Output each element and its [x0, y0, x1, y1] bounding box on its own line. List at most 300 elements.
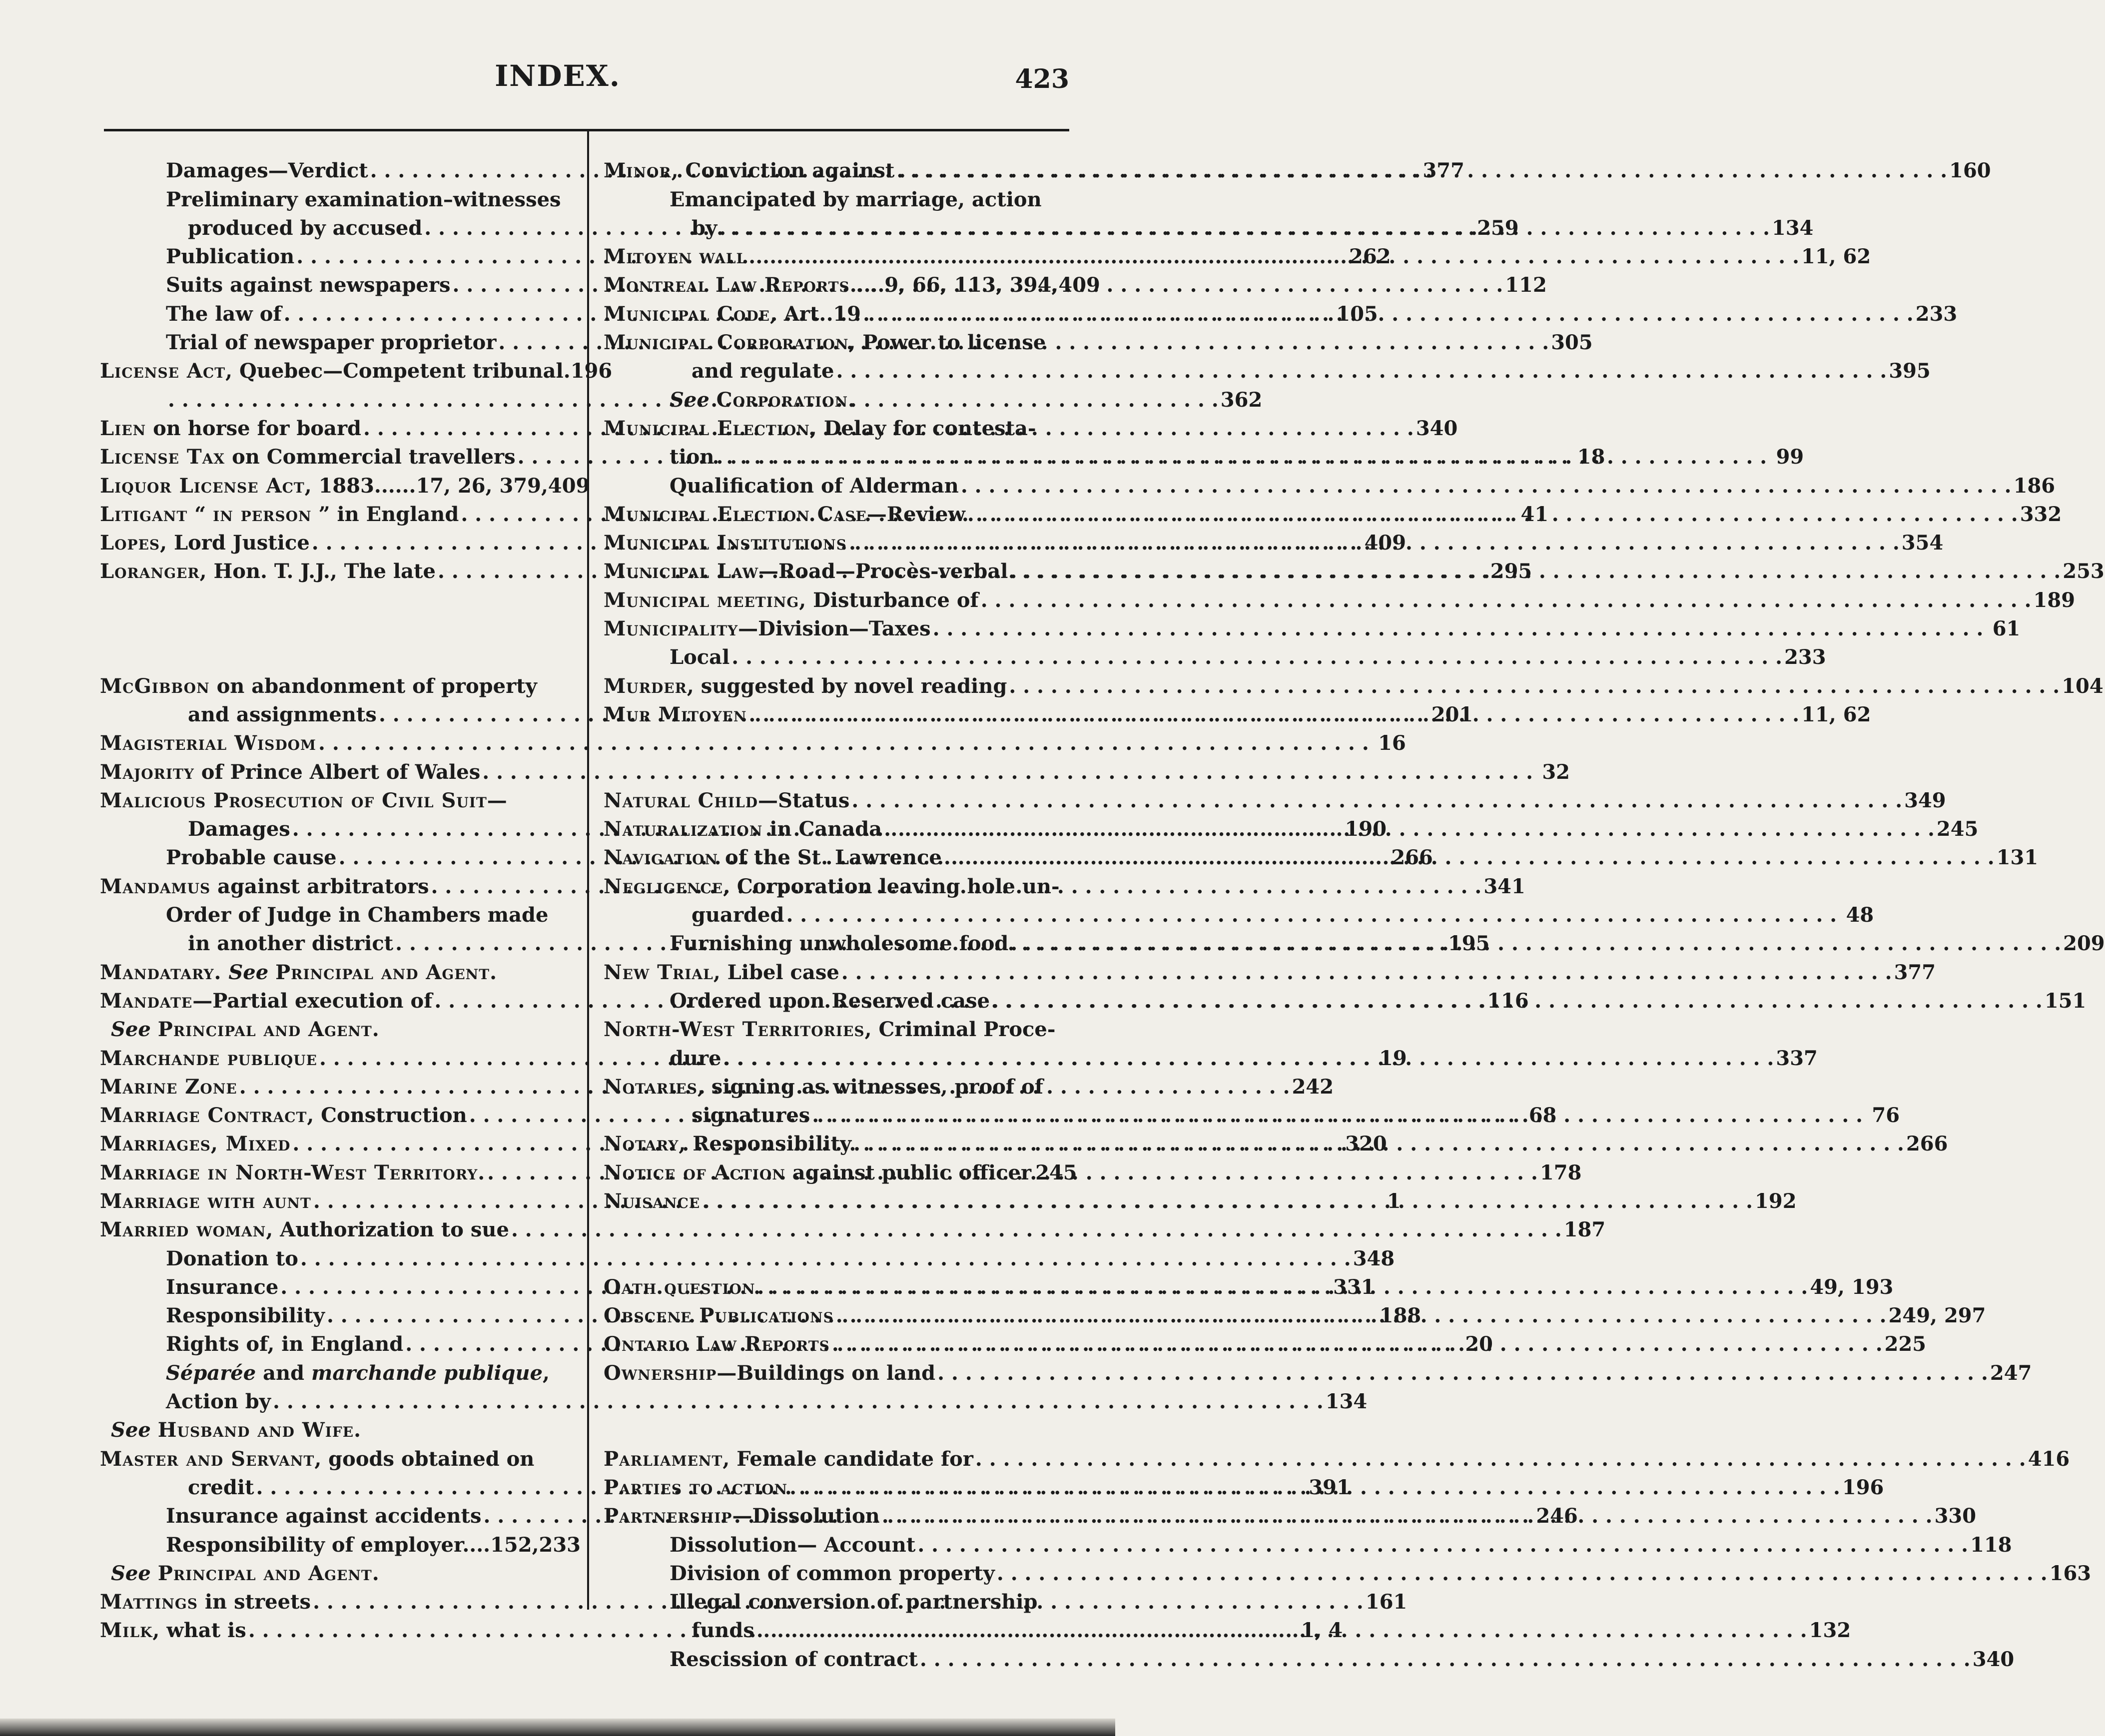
entry-text — [100, 676, 537, 696]
entry-heading: Mur Mitoyen — [604, 702, 747, 726]
page-title: INDEX. — [495, 59, 621, 93]
entry-text — [166, 333, 496, 353]
entry-heading: Principal and Agent. — [157, 1018, 380, 1042]
entry-text — [166, 848, 337, 868]
entry-phrase: , — [543, 1361, 550, 1385]
entry-page-number: 349 — [1904, 788, 1946, 812]
entry-gap — [100, 639, 575, 667]
entry-page-number: 118 — [1970, 1533, 2012, 1557]
entry-text — [604, 304, 861, 324]
dot-leader — [851, 791, 1902, 811]
entry-phrase: Donation to — [166, 1246, 298, 1270]
entry-phrase: and regulate — [692, 359, 834, 383]
entry-phrase: Suits against newspapers — [166, 273, 451, 297]
index-entry — [100, 1412, 575, 1440]
entry-gap — [604, 1383, 1073, 1412]
entry-page-number: 1, 4 — [1301, 1619, 1343, 1643]
dot-leader — [812, 1106, 1863, 1126]
entry-phrase: against public officer — [785, 1160, 1032, 1184]
entry-page-number: 377 — [1422, 159, 1464, 183]
entry-phrase: Division of common property — [670, 1561, 995, 1585]
dot-leader — [786, 905, 1837, 925]
entry-phrase: —Buildings on land — [716, 1361, 936, 1385]
entry-text — [604, 1449, 973, 1469]
entry-heading: Principal and Agent. — [157, 1561, 380, 1585]
entry-phrase: in Canada — [762, 817, 882, 841]
entry-gap — [604, 725, 1073, 753]
entry-phrase: Emancipated by marriage, action — [670, 187, 1042, 211]
index-entry — [604, 581, 2076, 612]
entry-page-number: 259 — [1477, 216, 1519, 240]
entry-heading: Minor — [604, 159, 672, 183]
entry-text — [166, 1535, 539, 1555]
entry-gap — [604, 1240, 1073, 1268]
entry-text — [100, 447, 516, 467]
dot-leader — [836, 361, 1887, 381]
entry-heading: Municipal Law — [604, 560, 759, 583]
entry-text — [604, 874, 1060, 898]
entry-page-number: 266 — [1391, 846, 1433, 870]
page-number: 423 — [1015, 64, 1069, 94]
dot-leader — [716, 447, 1767, 467]
dot-leader — [702, 1191, 1753, 1211]
entry-phrase: Qualification of Alderman — [670, 474, 959, 498]
entry-page-number: 190 — [1345, 817, 1387, 841]
entry-text — [166, 1306, 325, 1326]
dot-leader — [853, 1134, 1904, 1154]
entry-text — [604, 1191, 700, 1211]
entry-page-number: 1 — [1387, 1189, 1401, 1213]
dot-leader — [997, 1564, 2048, 1584]
entry-page-number: 340 — [1972, 1647, 2015, 1671]
entry-text — [670, 1592, 1037, 1612]
entry-text — [604, 960, 839, 984]
entry-text — [604, 619, 931, 639]
entry-text — [100, 788, 508, 812]
index-entry — [604, 868, 1073, 896]
entry-text — [100, 502, 459, 526]
entry-phrase: Damages — [188, 817, 290, 841]
entry-heading: McGibbon — [100, 674, 210, 698]
entry-page-number: 163 — [2049, 1561, 2092, 1585]
entry-page-number: 331 — [1333, 1275, 1375, 1299]
entry-page-number: 354 — [1901, 531, 1944, 555]
dot-leader — [841, 963, 1892, 983]
entry-text — [166, 304, 282, 324]
entry-heading: Corporation. — [716, 388, 855, 412]
index-entry — [604, 667, 2104, 698]
entry-phrase: in streets — [197, 1590, 311, 1614]
entry-phrase: , Quebec—Competent tribunal. — [225, 359, 571, 383]
entry-page-number: 116 — [1487, 989, 1529, 1013]
entry-page-number: 320 — [1345, 1132, 1387, 1156]
index-entry — [604, 410, 1073, 439]
entry-text — [604, 1077, 1043, 1097]
entry-heading: in person — [213, 502, 312, 526]
entry-italic: Séparée — [166, 1361, 256, 1385]
entry-text — [604, 161, 894, 181]
entry-text — [604, 1020, 1055, 1040]
entry-page-number: 49, 193 — [1810, 1275, 1894, 1299]
index-entry — [604, 1069, 1073, 1097]
entry-heading: Ontario Law Reports — [604, 1332, 830, 1356]
index-entry — [604, 1440, 2070, 1471]
entry-heading: Montreal Law Reports — [604, 273, 850, 297]
entry-heading: Majority — [100, 760, 194, 784]
entry-text — [100, 762, 480, 782]
entry-text — [111, 1561, 380, 1585]
entry-page-number: 253 — [2063, 560, 2105, 583]
entry-heading: Negligence — [604, 874, 723, 898]
entry-phrase: Order of Judge in Chambers made — [166, 903, 549, 927]
entry-page-number: 330 — [1934, 1504, 1977, 1528]
index-entry — [100, 210, 1519, 240]
entry-phrase: , Female candidate for — [722, 1447, 973, 1471]
entry-text — [100, 1134, 290, 1154]
entry-phrase: signatures — [692, 1104, 810, 1128]
dot-leader — [882, 1506, 1933, 1526]
entry-gap — [100, 610, 575, 639]
entry-heading: Natural Child — [604, 788, 758, 812]
entry-text — [604, 1475, 788, 1499]
entry-heading: Partnership — [604, 1504, 732, 1528]
entry-heading: Mandate — [100, 989, 193, 1013]
entry-phrase — [268, 961, 275, 984]
entry-page-number: 19 — [1379, 1046, 1407, 1070]
entry-phrase: —Review — [866, 502, 965, 526]
dot-leader — [884, 819, 1935, 839]
dot-leader — [1010, 562, 2061, 581]
index-entry — [604, 1584, 1073, 1612]
dot-leader — [719, 218, 1770, 238]
entry-page-number: 340 — [1415, 416, 1458, 440]
entry-page-number: 201 — [1431, 702, 1473, 726]
entry-italic: See — [111, 1418, 151, 1442]
entry-text — [604, 1506, 880, 1526]
entry-text — [100, 733, 316, 753]
entry-page-number: 266 — [1906, 1132, 1948, 1156]
entry-heading: Oath question — [604, 1275, 755, 1299]
index-entry — [604, 181, 1073, 209]
entry-page-number: 32 — [1542, 760, 1570, 784]
entry-heading: Mattings — [100, 1590, 198, 1614]
dot-leader — [975, 1449, 2026, 1469]
entry-page-number: 151 — [2044, 989, 2087, 1013]
header-rule — [104, 129, 1069, 131]
entry-text — [166, 1334, 403, 1354]
entry-text — [604, 1277, 755, 1297]
entry-heading: Municipality — [604, 617, 738, 641]
entry-heading: Marriage with aunt — [100, 1189, 311, 1213]
entry-heading: Parliament — [604, 1447, 723, 1471]
entry-heading: Parties to action — [604, 1475, 788, 1499]
entry-heading: Lien — [100, 416, 146, 440]
dot-leader — [723, 1046, 1774, 1070]
entry-phrase: Insurance against accidents — [166, 1504, 482, 1528]
entry-phrase: Dissolution— Account — [670, 1533, 916, 1557]
entry-text — [100, 1621, 246, 1641]
entry-phrase: Insurance — [166, 1275, 279, 1299]
index-entry — [604, 324, 1073, 353]
entry-phrase — [151, 1018, 158, 1041]
entry-page-number: 48 — [1846, 903, 1874, 927]
dot-leader — [1010, 934, 2061, 954]
entry-page-number: 196 — [570, 359, 613, 383]
entry-heading: Nuisance — [604, 1189, 701, 1213]
entry-phrase: , Delay for contesta- — [809, 416, 1036, 440]
entry-phrase: Probable cause — [166, 846, 337, 870]
entry-page-number: 134 — [1325, 1390, 1368, 1414]
entry-page-number: 11, 62 — [1801, 245, 1871, 269]
entry-phrase: .....9, 66, 113, 394, — [849, 273, 1059, 297]
entry-phrase: , Lord Justice — [160, 531, 310, 555]
entry-phrase: Local — [670, 645, 730, 669]
entry-text — [604, 533, 847, 553]
page-edge-shadow — [0, 1719, 1115, 1736]
entry-text — [100, 1592, 311, 1612]
entry-page-number: 245 — [1035, 1160, 1077, 1184]
entry-text — [670, 390, 855, 410]
entry-text — [100, 960, 498, 984]
dot-leader — [896, 161, 1947, 181]
entry-heading: Marchande publique — [100, 1046, 317, 1070]
entry-phrase: and — [256, 1361, 312, 1385]
entry-text — [604, 275, 1058, 295]
entry-phrase: of Prince Albert of Wales — [194, 760, 481, 784]
entry-phrase: Illegal conversion of partnership — [670, 1590, 1038, 1614]
entry-page-number: 195 — [1447, 932, 1490, 956]
entry-text — [111, 1020, 380, 1040]
index-entry — [100, 782, 575, 811]
entry-page-number: 196 — [1842, 1475, 1884, 1499]
entry-page-number: 295 — [1490, 560, 1532, 583]
entry-text — [670, 1561, 995, 1585]
entry-phrase: , Disturbance of — [799, 588, 979, 612]
entry-phrase: Preliminary examination–witnesses — [166, 187, 561, 211]
entry-page-number: 337 — [1776, 1046, 1818, 1070]
entry-text — [604, 1306, 834, 1326]
entry-page-number: 11, 62 — [1801, 702, 1871, 726]
dot-leader — [757, 1277, 1808, 1297]
entry-text — [604, 702, 747, 726]
entry-phrase: guarded — [692, 903, 784, 927]
entry-phrase: of the St. Lawrence — [718, 846, 942, 870]
entry-heading: Mitoyen wall — [604, 245, 747, 269]
entry-page-number: 262 — [1349, 245, 1391, 269]
index-entry — [100, 753, 1570, 784]
index-entry — [100, 1383, 1368, 1414]
entry-page-number: 161 — [1365, 1590, 1407, 1614]
entry-gap — [604, 753, 1073, 782]
entry-text — [100, 562, 436, 581]
entry-page-number: 416 — [2028, 1447, 2070, 1471]
entry-heading: Notary — [604, 1132, 679, 1156]
entry-phrase: , Power to license — [848, 331, 1046, 355]
index-entry — [604, 1183, 1797, 1213]
entry-page-number: 68 — [1528, 1104, 1557, 1128]
entry-page-number: 160 — [1949, 159, 1991, 183]
entry-page-number: 233 — [539, 1533, 581, 1557]
entry-phrase — [151, 1562, 158, 1585]
entry-page-number: 233 — [1784, 645, 1826, 669]
entry-page-number: 409 — [1058, 273, 1100, 297]
entry-text — [604, 333, 1046, 353]
entry-page-number: 377 — [1894, 960, 1936, 984]
entry-page-number: 225 — [1884, 1332, 1927, 1356]
entry-phrase: , Conviction against — [671, 159, 895, 183]
entry-phrase: tion — [670, 445, 714, 469]
entry-heading: Malicious Prosecution of Civil Suit— — [100, 788, 508, 812]
index-entry — [604, 897, 1874, 927]
entry-page-number: 76 — [1872, 1104, 1900, 1128]
entry-text — [100, 1077, 237, 1097]
entry-page-number: 187 — [1563, 1218, 1606, 1242]
entry-text — [166, 275, 450, 295]
dot-leader — [933, 619, 1984, 639]
entry-page-number: 192 — [1755, 1189, 1797, 1213]
entry-heading: Husband and Wife. — [157, 1418, 362, 1442]
entry-page-number: 99 — [1776, 445, 1804, 469]
entry-heading: Navigation — [604, 846, 718, 870]
entry-phrase: , goods obtained on — [314, 1447, 535, 1471]
entry-phrase: —Division—Taxes — [738, 617, 931, 641]
entry-text — [188, 1475, 254, 1499]
index-entry — [604, 353, 1931, 383]
entry-page-number: 242 — [1292, 1075, 1334, 1099]
entry-text — [100, 476, 548, 496]
entry-heading: Mandamus — [100, 874, 211, 898]
entry-gap — [604, 1211, 1073, 1240]
index-entry — [100, 1555, 575, 1584]
index-entry — [100, 1354, 575, 1383]
entry-text — [670, 934, 1008, 954]
entry-heading: Municipal Election Case — [604, 502, 867, 526]
entry-heading: Marriage Contract — [100, 1104, 307, 1128]
entry-page-number: 247 — [1990, 1361, 2032, 1385]
index-entry — [100, 1011, 575, 1040]
entry-text — [166, 1392, 271, 1412]
entry-heading: Liquor License Act — [100, 474, 305, 498]
entry-phrase: , Art. 19 — [769, 302, 861, 326]
index-entry — [604, 610, 2021, 641]
index-entry — [604, 1641, 2015, 1671]
dot-leader — [748, 247, 1799, 267]
dot-leader — [981, 590, 2032, 610]
entry-heading: Naturalization — [604, 817, 763, 841]
entry-page-number: 189 — [2033, 588, 2076, 612]
entry-phrase: on horse for board — [146, 416, 362, 440]
entry-phrase: Ordered upon Reserved case — [670, 989, 990, 1013]
entry-text — [604, 1363, 935, 1383]
dot-leader — [849, 533, 1900, 553]
entry-text — [604, 502, 965, 526]
entry-page-number: 134 — [1772, 216, 1814, 240]
index-entry — [100, 1211, 1606, 1242]
dot-leader — [920, 1650, 1971, 1670]
index-entry — [604, 1555, 2092, 1585]
entry-text — [166, 1506, 482, 1526]
entry-phrase: , 1883......17, 26, 379, — [304, 474, 548, 498]
entry-phrase: The law of — [166, 302, 282, 326]
entry-text — [188, 702, 377, 726]
entry-page-number: 41 — [1520, 502, 1549, 526]
index-entry — [100, 1526, 581, 1557]
entry-text — [670, 1046, 721, 1070]
entry-text — [166, 1246, 298, 1270]
entry-text — [100, 1046, 317, 1070]
entry-text — [604, 819, 882, 839]
entry-page-number: 395 — [1889, 359, 1931, 383]
dot-leader — [836, 1306, 1887, 1326]
dot-leader — [992, 991, 2043, 1011]
entry-page-number: 249, 297 — [1888, 1304, 1986, 1328]
entry-heading: Marine Zone — [100, 1075, 237, 1099]
dot-leader — [944, 848, 1995, 868]
index-entry — [604, 1526, 2012, 1557]
index-entry — [604, 381, 1073, 410]
entry-page-number: 132 — [1809, 1619, 1851, 1643]
entry-italic: See — [228, 960, 269, 984]
entry-text — [692, 1621, 754, 1641]
dot-leader — [731, 647, 1782, 667]
index-entry — [100, 1440, 575, 1469]
entry-page-number: 104 — [2062, 674, 2104, 698]
entry-text — [604, 416, 1036, 440]
entry-page-number: 305 — [1551, 331, 1593, 355]
entry-phrase: ” in England — [311, 502, 459, 526]
dot-leader — [937, 1363, 1988, 1383]
entry-page-number: 61 — [1992, 617, 2021, 641]
index-entry — [100, 954, 575, 982]
entry-text — [166, 187, 561, 211]
entry-phrase: , Criminal Proce- — [864, 1018, 1056, 1042]
entry-phrase: , signing as witnesses, proof of — [697, 1075, 1043, 1099]
entry-page-number: 332 — [2020, 502, 2062, 526]
entry-text — [604, 1134, 851, 1154]
entry-page-number: 188 — [1379, 1304, 1421, 1328]
entry-text — [100, 1191, 311, 1211]
entry-text — [166, 1277, 278, 1297]
entry-page-number: 112 — [1505, 273, 1547, 297]
entry-heading: Principal and Agent. — [275, 960, 498, 984]
entry-phrase: Rescission of contract — [670, 1647, 918, 1671]
entry-text — [100, 361, 571, 381]
entry-text — [100, 874, 429, 898]
entry-phrase: produced by accused — [188, 216, 423, 240]
entry-text — [111, 1420, 361, 1440]
entry-text — [604, 590, 979, 610]
entry-text — [670, 647, 729, 667]
entry-page-number: 362 — [1220, 388, 1263, 412]
entry-phrase — [709, 388, 716, 412]
entry-text — [670, 1647, 918, 1671]
entry-page-number: 246 — [1536, 1504, 1578, 1528]
entry-page-number: 409 — [1364, 531, 1406, 555]
entry-phrase — [151, 1418, 158, 1442]
index-entry — [100, 667, 575, 696]
entry-text — [100, 533, 310, 553]
entry-italic: See — [670, 388, 709, 412]
entry-phrase: Trial of newspaper proprietor — [166, 331, 497, 355]
entry-heading: Master and Servant — [100, 1447, 315, 1471]
entry-phrase: Furnishing unwholesome food — [670, 932, 1009, 956]
dot-leader — [961, 476, 2012, 496]
entry-phrase: Action by — [166, 1390, 271, 1414]
entry-text — [604, 676, 1007, 696]
entry-text — [692, 218, 717, 238]
entry-heading: Municipal Election — [604, 416, 810, 440]
entry-text — [188, 218, 422, 238]
